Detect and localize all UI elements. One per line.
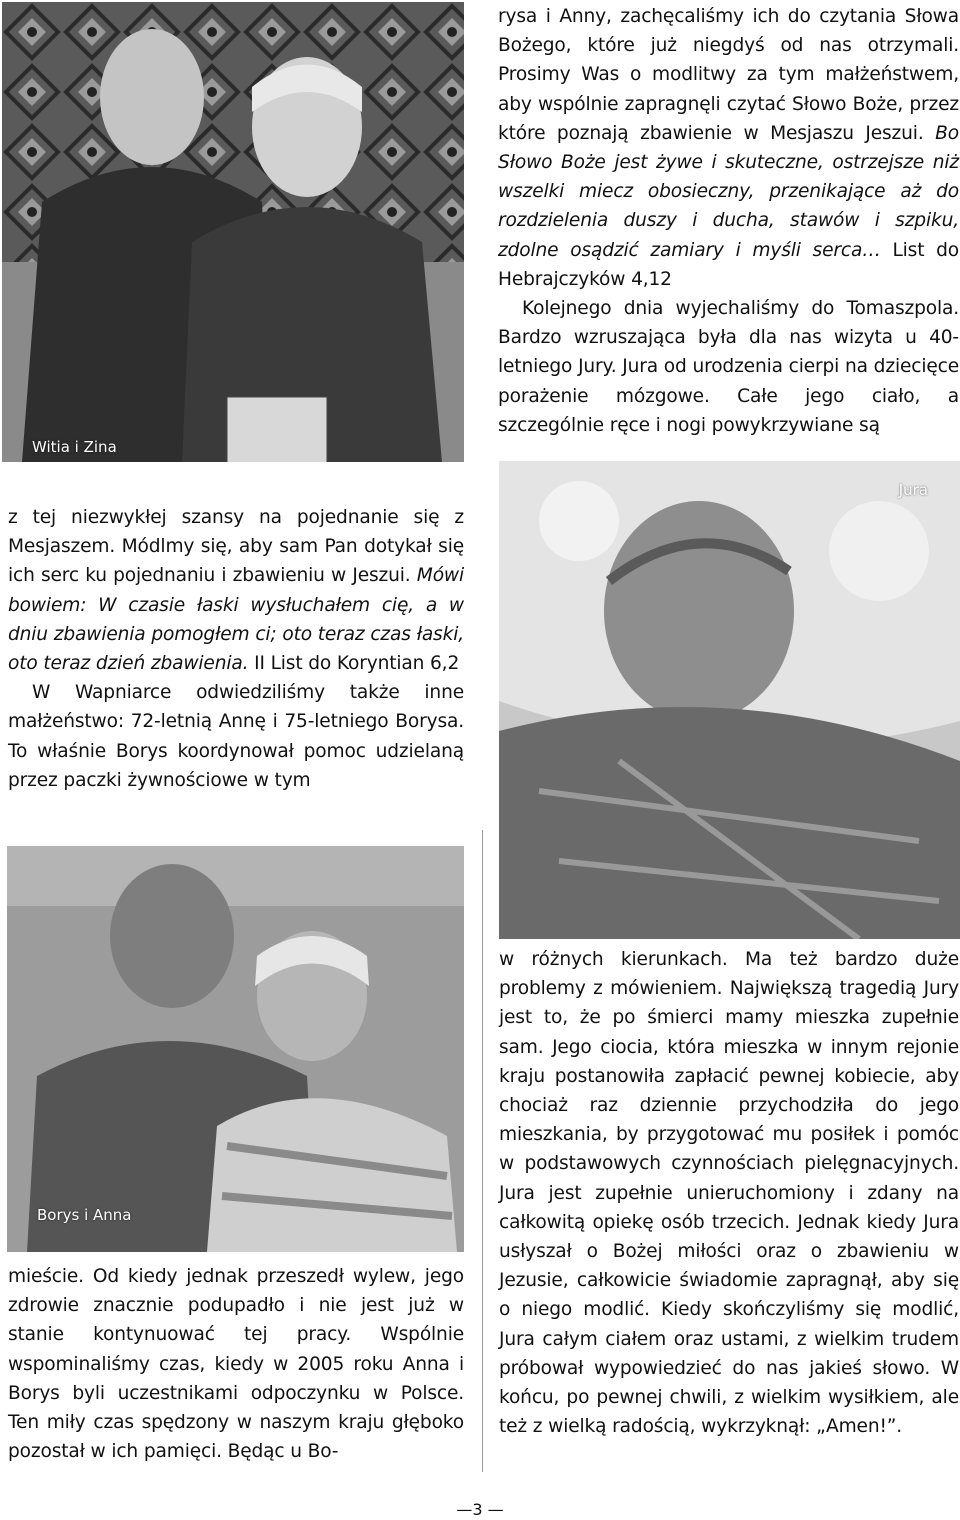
photo-borys-anna-image	[7, 846, 464, 1252]
page-number: — 3 —	[0, 1500, 960, 1519]
paragraph-text: W Wapniarce odwiedziliśmy także inne małżeństwo: 72-letnią Annę i 75-letniego Borysa. To właśnie Borys koordynował pomoc udzielaną przez paczki żywnościowe w tym	[8, 682, 464, 791]
bible-reference: II List do Koryntian 6,2	[254, 653, 460, 675]
text-column-left-middle	[8, 503, 464, 795]
bible-quote: Bo Słowo Boże jest żywe i skuteczne, ostrzejsze niż wszelki miecz obosieczny, przenikające aż do rozdzielenia duszy i ducha, stawów i szpiku, zdolne osądzić zamiary i myśli serca…	[498, 122, 959, 261]
column-divider	[482, 830, 483, 1472]
photo-jura-image	[499, 461, 960, 939]
bible-quote: Mówi bowiem: W czasie łaski wysłuchałem cię, a w dniu zbawienia pomogłem ci; oto teraz czas łaski, oto teraz dzień zbawienia.	[8, 565, 464, 675]
photo-jura	[499, 461, 960, 939]
paragraph-text: w różnych kierunkach. Ma też bardzo duże problemy z mówieniem. Największą tragedią Jury jest to, że po śmierci mamy mieszka zupełnie sam. Jego ciocia, która mieszka w innym rejonie kraju postanowiła zapłacić pewnej kobiecie, aby chociaż raz dziennie przychodziła do jego mieszkania, by przygotować mu posiłek i pomóc w podstawowych czynnościach pielęgnacyjnych. Jura jest zupełnie unieruchomiony i zdany na całkowitą opiekę osób trzecich. Jednak kiedy Jura usłyszał o Bożej miłości oraz o zbawieniu w Jezusie, całkowicie świadomie zapragnął, aby się o niego modlić. Kiedy skończyliśmy się modlić, Jura całym ciałem oraz ustami, z wielkim trudem próbował wypowiedzieć do nas jakieś słowo. W końcu, po pewnej chwili, z wielkim wysiłkiem, ale też z wielką radością, wykrzyknął: „Amen!”.	[499, 949, 959, 1438]
text-column-left-bottom	[8, 1262, 464, 1466]
paragraph-text: mieście. Od kiedy jednak przeszedł wylew, jego zdrowie znacznie podupadło i nie jest już w stanie kontynuować tej pracy. Wspólnie wspominaliśmy czas, kiedy w 2005 roku Anna i Borys byli uczestnikami odpoczynku w Polsce. Ten miły czas spędzony w naszym kraju głęboko pozostał w ich pamięci. Będąc u Bo-	[8, 1266, 464, 1463]
paragraph-text: Kolejnego dnia wyjechaliśmy do Tomaszpola. Bardzo wzruszająca była dla nas wizyta u 40-letniego Jury. Jura od urodzenia cierpi na dziecięce porażenie mózgowe. Całe jego ciało, a szczególnie ręce i nogi powykrzywiane są	[498, 298, 959, 436]
paragraph-text: z tej niezwykłej szansy na pojednanie się z Mesjaszem. Módlmy się, aby sam Pan dotykał się ich serc ku pojednaniu i zbawieniu w Jeszui.	[8, 507, 464, 587]
photo-witia-zina-image	[2, 2, 464, 462]
photo-caption-jura: Jura	[898, 481, 928, 499]
photo-witia-zina	[2, 2, 464, 462]
bible-reference: List do Hebrajczyków 4,12	[498, 239, 960, 290]
text-column-right-top	[498, 2, 959, 440]
text-column-right-bottom	[499, 945, 959, 1441]
paragraph-text: rysa i Anny, zachęcaliśmy ich do czytania Słowa Bożego, które już niegdyś od nas otrzymali. Prosimy Was o modlitwy za tym małżeństwem, aby wspólnie zapragnęli czytać Słowo Boże, przez które poznają zbawienie w Mesjaszu Jeszui.	[498, 6, 959, 144]
photo-borys-anna	[7, 846, 464, 1252]
photo-caption-witia-zina: Witia i Zina	[32, 438, 117, 456]
photo-caption-borys-anna: Borys i Anna	[37, 1206, 132, 1224]
